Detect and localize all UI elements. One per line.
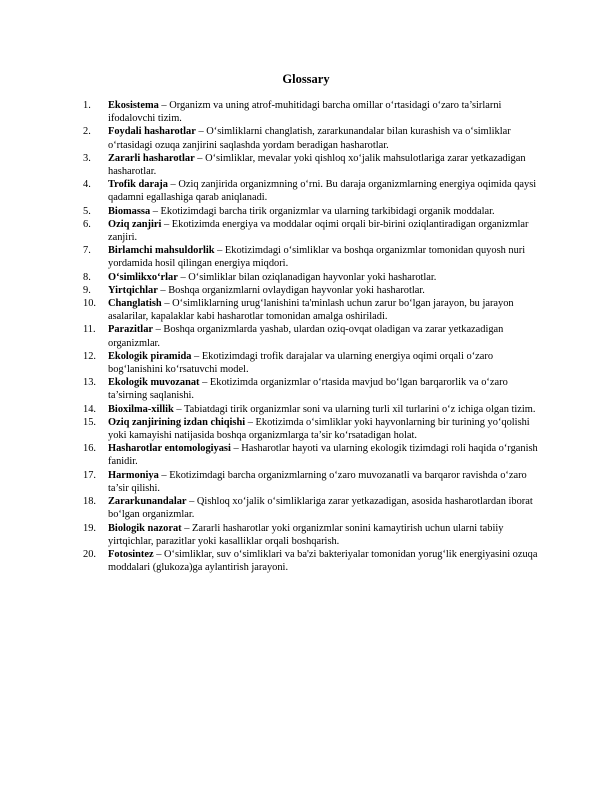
entry-term: Oziq zanjiri: [108, 218, 162, 230]
entry-definition: Ekotizimda o‘simliklar yoki hayvonlarning bir turining yo‘qolishi yoki kamayishi natijasida boshqa organizmlarga ta’sir ko‘rsatadigan holat.: [108, 416, 530, 442]
entry-definition: Boshqa organizmlarni ovlaydigan hayvonlar yoki hasharotlar.: [168, 284, 425, 296]
entry-term: Birlamchi mahsuldorlik: [108, 245, 215, 257]
entry-term: Ekologik piramida: [108, 350, 192, 362]
entry-separator: –: [167, 179, 179, 191]
entry-number: 12.: [83, 350, 96, 362]
entry-term: Biologik nazorat: [108, 522, 182, 534]
glossary-entry: [83, 244, 549, 270]
entry-term: Harmoniya: [108, 469, 159, 481]
entry-number: 10.: [83, 298, 96, 310]
entry-separator: –: [214, 245, 225, 257]
entry-number: 3.: [83, 152, 91, 164]
entry-definition: Qishloq xo‘jalik o‘simliklariga zarar yetkazadigan, asosida hasharotlardan iborat bo‘lgan organizmlar.: [108, 496, 533, 521]
entry-number: 14.: [83, 403, 96, 415]
entry-term: Bioxilma-xillik: [108, 403, 174, 415]
glossary-entry: [83, 205, 549, 218]
entry-term: O‘simlikxo‘rlar: [108, 271, 178, 283]
glossary-entry: [83, 376, 549, 402]
entry-term: Oziq zanjirining izdan chiqishi: [108, 416, 246, 428]
entry-number: 1.: [83, 100, 91, 111]
entry-number: 13.: [83, 377, 96, 389]
entry-definition: Ekotizimda organizmlar o‘rtasida mavjud bo‘lgan barqarorlik va o‘zaro ta’sirning saqlanishi.: [108, 377, 508, 402]
glossary-entry: [83, 403, 549, 416]
entry-separator: –: [161, 218, 172, 230]
entry-separator: –: [230, 443, 242, 455]
entry-separator: –: [199, 377, 210, 389]
glossary-list: [83, 99, 549, 574]
glossary-entry: [83, 350, 549, 376]
entry-term: Trofik daraja: [108, 179, 168, 191]
entry-definition: Ekotizimda energiya va moddalar oqimi orqali bir-birini oziqlantiradigan organizmlar zanjiri.: [108, 218, 529, 244]
glossary-entry: [83, 495, 549, 521]
entry-term: Hasharotlar entomologiyasi: [108, 443, 231, 455]
entry-definition: Ekotizimdagi o‘simliklar va boshqa organizmlar tomonidan quyosh nuri yordamida hosil qilingan energiya miqdori.: [108, 245, 526, 270]
entry-number: 8.: [83, 271, 91, 283]
entry-number: 18.: [83, 496, 96, 508]
entry-definition: Ekotizimdagi barcha tirik organizmlar va ularning tarkibidagi organik moddalar.: [160, 205, 495, 217]
entry-separator: –: [245, 416, 256, 428]
glossary-entry: [83, 548, 549, 574]
entry-definition: Boshqa organizmlarda yashab, ulardan oziq-ovqat oladigan va zarar yetkazadigan organizmlar.: [108, 324, 504, 349]
entry-separator: –: [177, 271, 189, 283]
entry-definition: O‘simliklar, suv o‘simliklari va ba'zi bakteriyalar tomonidan yorug‘lik energiyasini ozuqa moddalari (glukoza)ga aylantirish jarayoni.: [108, 548, 538, 574]
glossary-entry: [83, 218, 549, 244]
glossary-entry: [83, 469, 549, 495]
entry-definition: Ekotizimdagi barcha organizmlarning o‘zaro muvozanatli va barqaror ravishda o‘zaro ta’sir qilishi.: [108, 469, 527, 494]
entry-number: 4.: [83, 179, 91, 191]
entry-number: 6.: [83, 218, 91, 230]
entry-term: Zararkunandalar: [108, 496, 187, 508]
entry-separator: –: [150, 205, 161, 217]
entry-definition: O‘simliklar, mevalar yoki qishloq xo‘jalik mahsulotlariga zarar yetkazadigan hasharotlar.: [108, 152, 526, 178]
entry-term: Parazitlar: [108, 324, 154, 336]
glossary-entry: [83, 323, 549, 349]
entry-number: 9.: [83, 284, 91, 296]
entry-term: Foydali hasharotlar: [108, 126, 196, 138]
entry-separator: –: [191, 350, 202, 362]
glossary-entry: [83, 178, 549, 204]
entry-number: 5.: [83, 205, 91, 217]
entry-definition: Hasharotlar hayoti va ularning ekologik tizimdagi roli haqida o‘rganish fanidir.: [108, 443, 538, 468]
glossary-entry: [83, 522, 549, 548]
entry-definition: Zararli hasharotlar yoki organizmlar sonini kamaytirish uchun ularni tabiiy yirtqichlar, parazitlar yoki kasalliklar orqali boshqarish.: [108, 522, 504, 547]
entry-term: Changlatish: [108, 298, 162, 310]
entry-definition: O‘simliklarni changlatish, zararkunandalar bilan kurashish va o‘simliklar o‘rtasidagi ozuqa zanjirini saqlashda yordam beradigan hasharotlar.: [108, 126, 511, 151]
entry-definition: Ekotizimdagi trofik darajalar va ularning energiya oqimi orqali o‘zaro bog‘lanishini ko‘rsatuvchi model.: [108, 350, 494, 376]
entry-separator: –: [158, 100, 170, 111]
entry-separator: –: [158, 469, 170, 481]
glossary-entry: [83, 297, 549, 323]
entry-separator: –: [181, 522, 192, 534]
entry-definition: Oziq zanjirida organizmning o‘rni. Bu daraja organizmlarning energiya oqimida qaysi qadamni egallashiga qarab aniqlanadi.: [108, 179, 537, 204]
entry-number: 20.: [83, 548, 96, 560]
entry-separator: –: [173, 403, 185, 415]
entry-number: 15.: [83, 416, 96, 428]
entry-term: Ekologik muvozanat: [108, 377, 200, 389]
glossary-entry: [83, 271, 549, 284]
entry-definition: Tabiatdagi tirik organizmlar soni va ularning turli xil turlarini o‘z ichiga olgan tizim.: [184, 403, 536, 415]
entry-number: 17.: [83, 469, 96, 481]
glossary-entry: [83, 284, 549, 297]
page-title: Glossary: [282, 72, 330, 86]
entry-definition: O‘simliklarning urug‘lanishini ta'minlash uchun zarur bo‘lgan jarayon, bu jarayon asalarilar, kapalaklar kabi hasharotlar tomonidan amalga oshiriladi.: [108, 298, 514, 323]
entry-term: Zararli hasharotlar: [108, 152, 195, 164]
entry-separator: –: [195, 126, 207, 138]
entry-term: Ekosistema: [108, 100, 159, 111]
entry-separator: –: [153, 548, 164, 560]
entry-separator: –: [186, 496, 197, 508]
entry-definition: O‘simliklar bilan oziqlanadigan hayvonlar yoki hasharotlar.: [188, 271, 437, 283]
glossary-entry: [83, 99, 549, 125]
glossary-entry: [83, 152, 549, 178]
glossary-entry: [83, 125, 549, 151]
entry-separator: –: [157, 284, 169, 296]
entry-term: Biomassa: [108, 205, 151, 217]
entry-term: Yirtqichlar: [108, 284, 158, 296]
glossary-entry: [83, 416, 549, 442]
entry-separator: –: [194, 152, 206, 164]
entry-number: 11.: [83, 324, 96, 336]
entry-definition: Organizm va uning atrof-muhitidagi barcha omillar o‘rtasidagi o‘zaro ta’sirlarni ifodalovchi tizim.: [108, 100, 502, 125]
entry-number: 7.: [83, 245, 91, 257]
entry-number: 16.: [83, 443, 96, 455]
entry-number: 2.: [83, 126, 91, 138]
entry-number: 19.: [83, 522, 96, 534]
entry-separator: –: [153, 324, 164, 336]
glossary-entry: [83, 442, 549, 468]
entry-separator: –: [161, 298, 173, 310]
entry-term: Fotosintez: [108, 548, 154, 560]
